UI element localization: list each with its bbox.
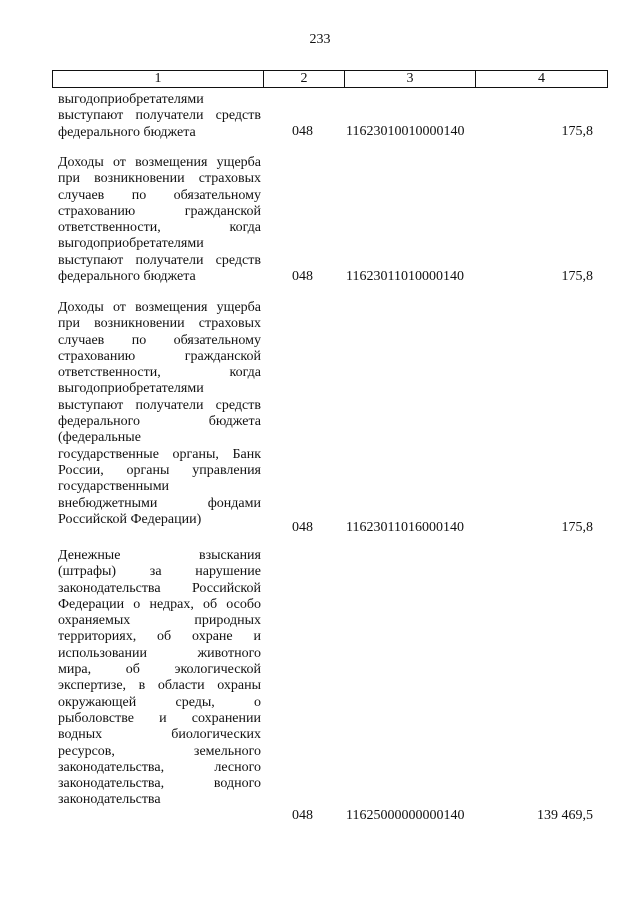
row-amount: 175,8 xyxy=(561,520,593,535)
row-amount: 139 469,5 xyxy=(537,808,593,823)
description-line: выступают получатели средств xyxy=(58,397,261,413)
description-line: экспертизе, в области охраны xyxy=(58,678,261,694)
row-kbk: 11623011016000140 xyxy=(346,520,464,535)
column-header-4: 4 xyxy=(476,71,608,88)
description-line: окружающей среды, о xyxy=(58,694,261,710)
description-line: случаев по обязательному xyxy=(58,332,261,348)
description-line: федерального бюджета xyxy=(58,414,261,430)
description-line: выгодоприобретателями xyxy=(58,381,204,397)
row-amount: 175,8 xyxy=(561,269,593,284)
description-line: территориях, об охране и xyxy=(58,629,261,645)
column-header-1: 1 xyxy=(53,71,264,88)
description-line: Федерации о недрах, об особо xyxy=(58,596,261,612)
row-code: 048 xyxy=(292,520,313,535)
row-kbk: 11625000000000140 xyxy=(346,808,465,823)
description-line: страхованию гражданской xyxy=(58,203,261,219)
row-code: 048 xyxy=(292,808,313,823)
description-line: внебюджетными фондами xyxy=(58,495,261,511)
description-line: при возникновении страховых xyxy=(58,316,261,332)
description-line: случаев по обязательному xyxy=(58,187,261,203)
row-description xyxy=(58,92,261,141)
description-line: ответственности, когда xyxy=(58,220,261,236)
row-description xyxy=(58,155,261,285)
row-kbk: 11623010010000140 xyxy=(346,124,465,139)
row-description xyxy=(58,300,261,528)
description-line: Российской Федерации) xyxy=(58,511,202,527)
description-line: государственные органы, Банк xyxy=(58,446,261,462)
page-number: 233 xyxy=(309,32,331,47)
description-line: государственными xyxy=(58,479,170,495)
description-line: (штрафы) за нарушение xyxy=(58,564,261,580)
description-line: законодательства Российской xyxy=(58,580,261,596)
description-line: мира, об экологической xyxy=(58,662,261,678)
column-header-row xyxy=(53,71,608,88)
description-line: Доходы от возмещения ущерба xyxy=(58,155,261,170)
description-line: федерального бюджета xyxy=(58,269,196,285)
description-line: России, органы управления xyxy=(58,462,261,478)
column-header-3: 3 xyxy=(345,71,476,88)
row-amount: 175,8 xyxy=(561,124,593,139)
description-line: законодательства, водного xyxy=(58,776,261,792)
column-header-table xyxy=(52,70,608,88)
description-line: (федеральные xyxy=(58,430,141,446)
description-line: законодательства, лесного xyxy=(58,759,261,775)
description-line: выступают получатели средств xyxy=(58,252,261,268)
description-line: ресурсов, земельного xyxy=(58,743,261,759)
column-header-2: 2 xyxy=(264,71,345,88)
description-line: Доходы от возмещения ущерба xyxy=(58,300,261,315)
description-line: законодательства xyxy=(58,792,161,808)
description-line: использовании животного xyxy=(58,645,261,661)
row-code: 048 xyxy=(292,269,313,284)
description-line: водных биологических xyxy=(58,727,261,743)
row-code: 048 xyxy=(292,124,313,139)
description-line: охраняемых природных xyxy=(58,613,261,629)
description-line: при возникновении страховых xyxy=(58,171,261,187)
row-kbk: 11623011010000140 xyxy=(346,269,464,284)
description-line: выгодоприобретателями xyxy=(58,236,204,252)
description-line: рыболовстве и сохранении xyxy=(58,710,261,726)
row-description xyxy=(58,548,261,809)
description-line: ответственности, когда xyxy=(58,365,261,381)
description-line: выступают получатели средств xyxy=(58,108,261,124)
description-line: выгодоприобретателями xyxy=(58,92,204,107)
description-line: Денежные взыскания xyxy=(58,548,261,563)
description-line: федерального бюджета xyxy=(58,124,196,140)
description-line: страхованию гражданской xyxy=(58,348,261,364)
